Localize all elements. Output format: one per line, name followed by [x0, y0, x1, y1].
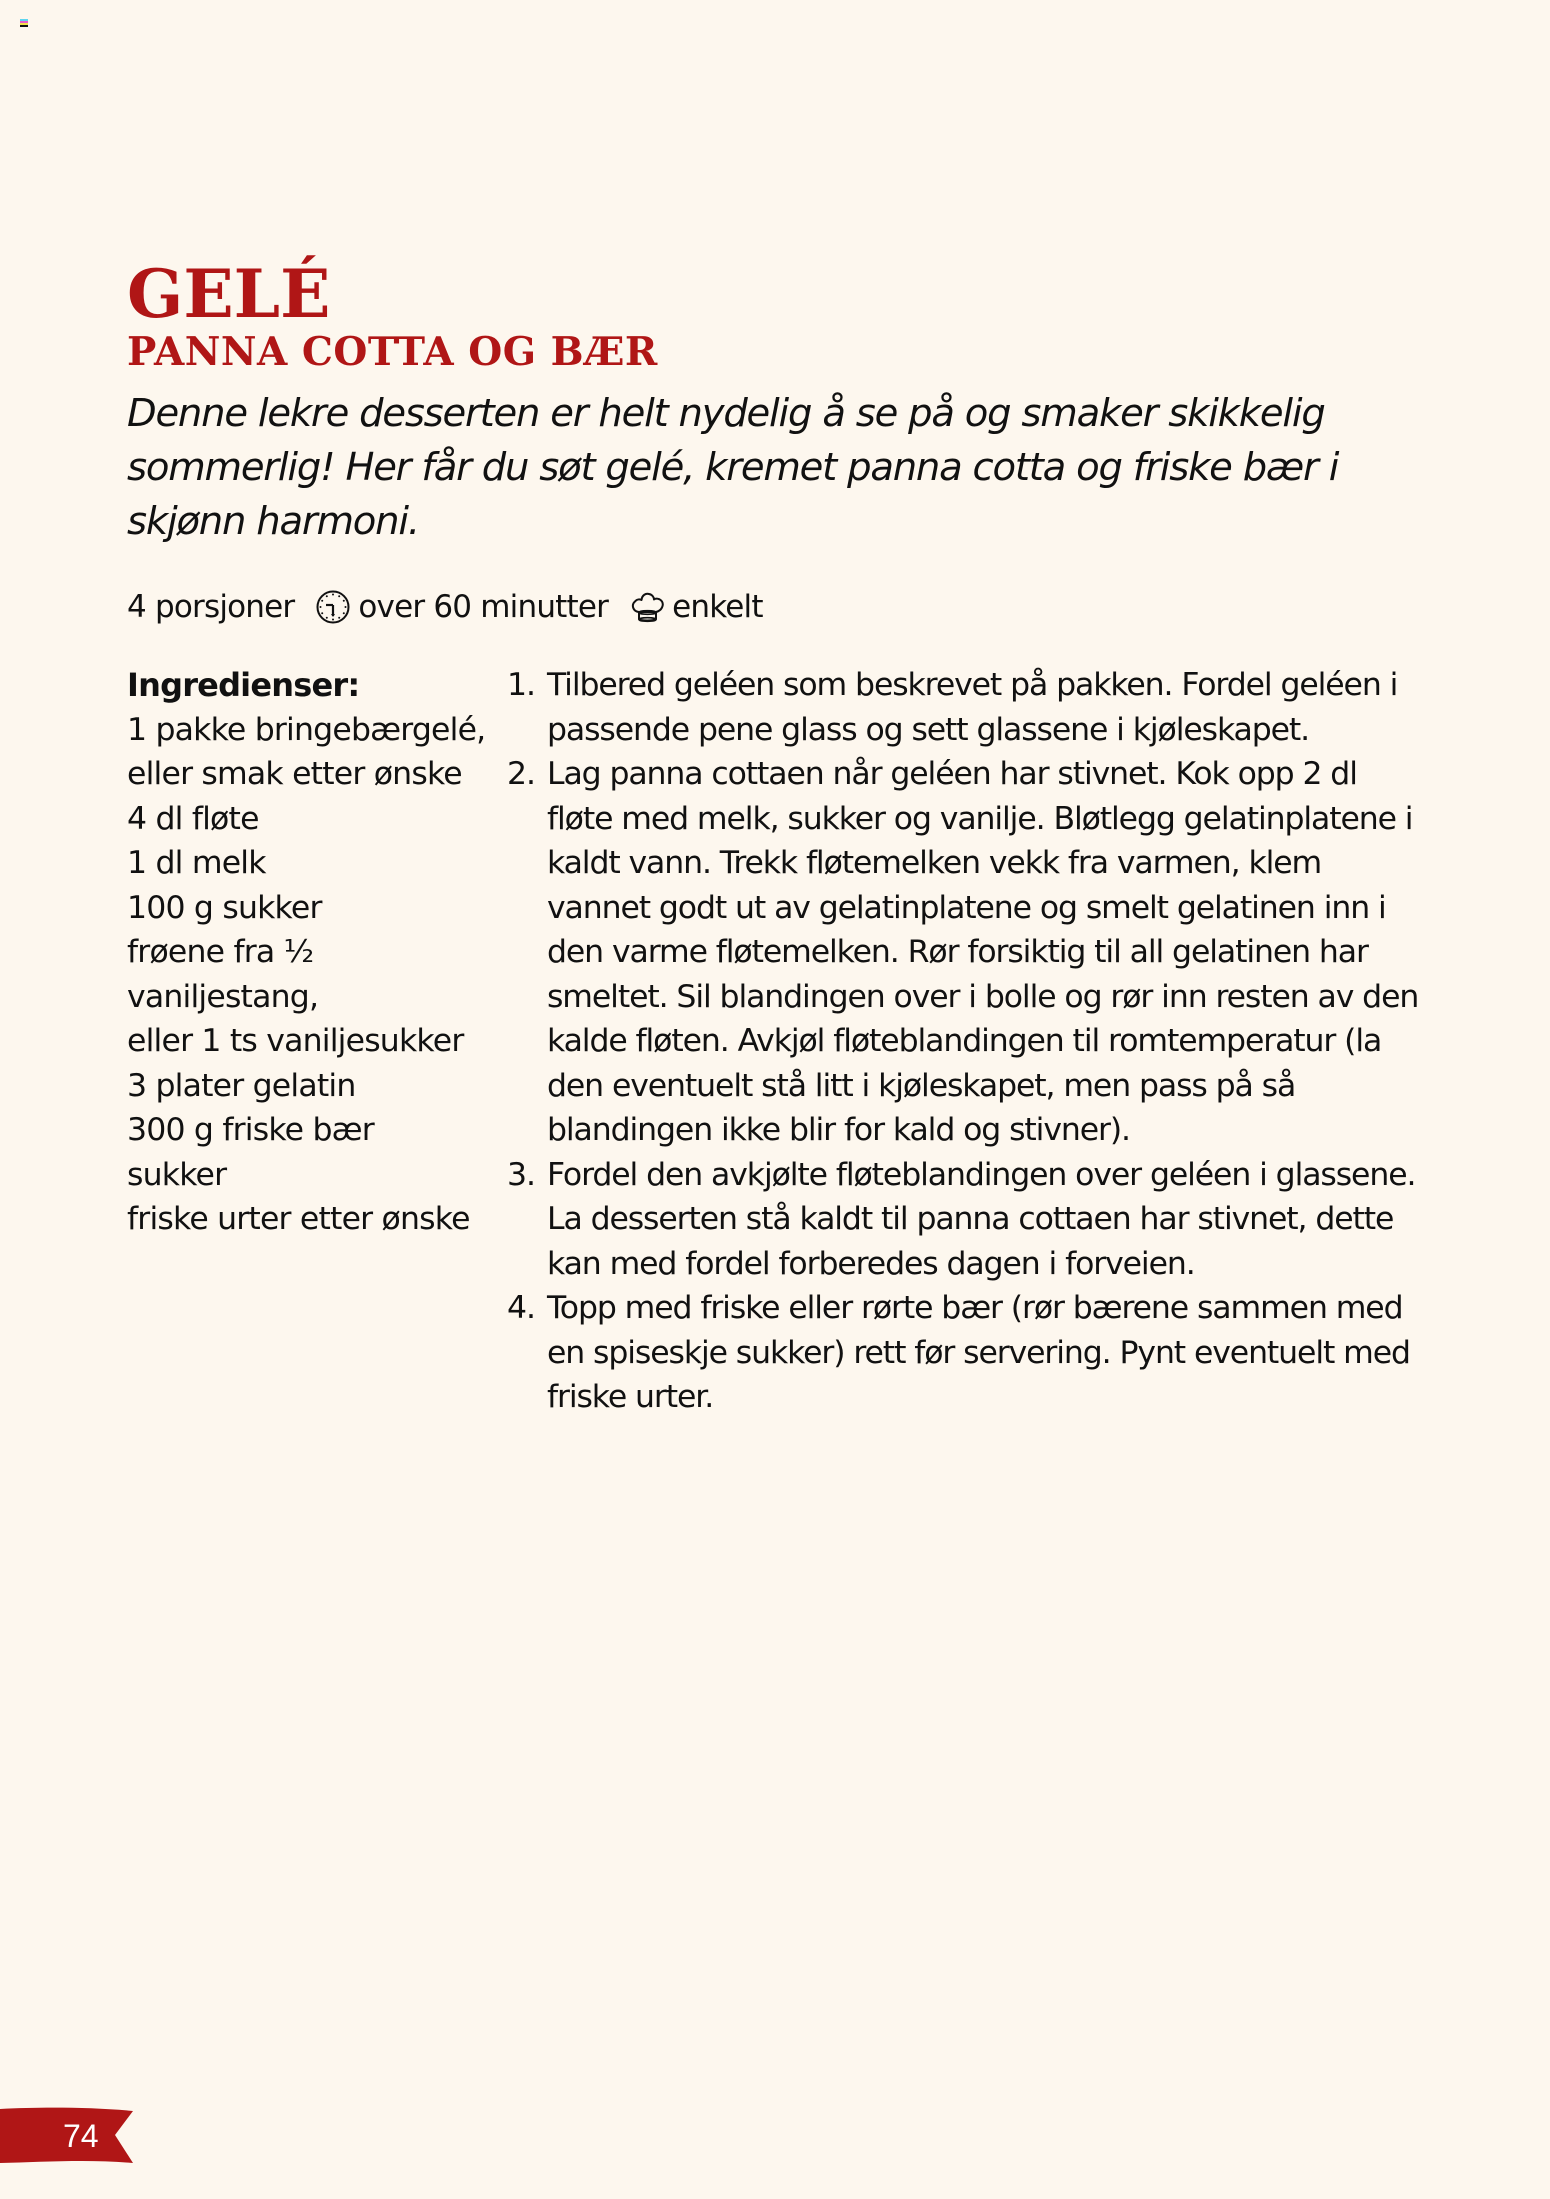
time-info — [314, 587, 608, 627]
step-item — [507, 1153, 1427, 1287]
difficulty-info — [628, 587, 763, 627]
registration-bar-black — [20, 25, 28, 27]
recipe-body — [127, 663, 1427, 1420]
step-text: Tilbered geléen som beskrevet på pakken. Fordel geléen i passende pene glass og sett glassene i kjøleskapet. — [547, 667, 1398, 748]
recipe-meta — [127, 587, 1427, 627]
recipe-intro: Denne lekre desserten er helt nydelig å se på og smaker skikkelig sommerlig! Her får du søt gelé, kremet panna cotta og friske bær i skjønn harmoni. — [127, 391, 1339, 544]
step-number: 1. — [507, 667, 535, 703]
ingredients-list — [127, 708, 494, 1242]
ingredient-item: eller smak etter ønske — [127, 756, 462, 792]
step-number: 4. — [507, 1290, 535, 1326]
ingredient-item: frøene fra ½ vaniljestang, — [127, 934, 319, 1015]
servings-info — [127, 587, 294, 627]
page-number: 74 — [63, 2118, 99, 2154]
page-number-ribbon — [0, 2107, 135, 2165]
ingredient-item: 3 plater gelatin — [127, 1067, 356, 1104]
step-text: Fordel den avkjølte fløteblandingen over geléen i glassene. La desserten stå kaldt til panna cottaen har stivnet, dette kan med fordel forberedes dagen i forveien. — [547, 1156, 1416, 1282]
chef-hat-icon — [628, 588, 666, 626]
ingredients-heading: Ingredienser: — [127, 666, 360, 704]
print-registration-mark — [20, 19, 28, 27]
step-number: 3. — [507, 1156, 535, 1193]
ingredient-item: 1 pakke bringebærgelé, — [127, 711, 486, 748]
recipe-subtitle: PANNA COTTA OG BÆR — [127, 329, 658, 375]
servings-label: 4 porsjoner — [127, 589, 295, 625]
steps-list — [507, 663, 1427, 1420]
ingredient-item: eller 1 ts vaniljesukker — [127, 1023, 464, 1059]
instructions-section — [507, 663, 1427, 1420]
step-number: 2. — [507, 756, 535, 792]
recipe-title: GELÉ — [127, 255, 331, 333]
ingredient-item: friske urter etter ønske — [127, 1201, 470, 1237]
ingredients-section — [127, 663, 494, 1420]
step-item — [507, 1286, 1427, 1420]
clock-icon — [314, 588, 352, 626]
step-item — [507, 663, 1427, 752]
ingredient-item: 100 g sukker — [127, 889, 322, 926]
recipe-page — [127, 255, 1427, 1420]
time-label: over 60 minutter — [358, 589, 609, 625]
difficulty-label: enkelt — [672, 589, 763, 625]
ingredient-item: 300 g friske bær — [127, 1112, 374, 1148]
step-text: Topp med friske eller rørte bær (rør bærene sammen med en spiseskje sukker) rett før servering. Pynt eventuelt med friske urter. — [547, 1290, 1410, 1415]
step-text: Lag panna cottaen når geléen har stivnet. Kok opp 2 dl fløte med melk, sukker og vanilje. Bløtlegg gelatinplatene i kaldt vann. Trekk fløtemelken vekk fra varmen, klem vannet godt ut av gelatinplatene og smelt gelatinen inn i den varme fløtemelken. Rør forsiktig til all gelatinen har smeltet. Sil blandingen over i bolle og rør inn resten av den kalde fløten. Avkjøl fløteblandingen til romtemperatur (la den eventuelt stå litt i kjøleskapet, men pass på så blandingen ikke blir for kald og stivner). — [547, 756, 1419, 1148]
ingredient-item: sukker — [127, 1156, 227, 1193]
step-item — [507, 752, 1427, 1153]
ingredient-item: 1 dl melk — [127, 845, 266, 881]
ingredient-item: 4 dl fløte — [127, 800, 259, 837]
